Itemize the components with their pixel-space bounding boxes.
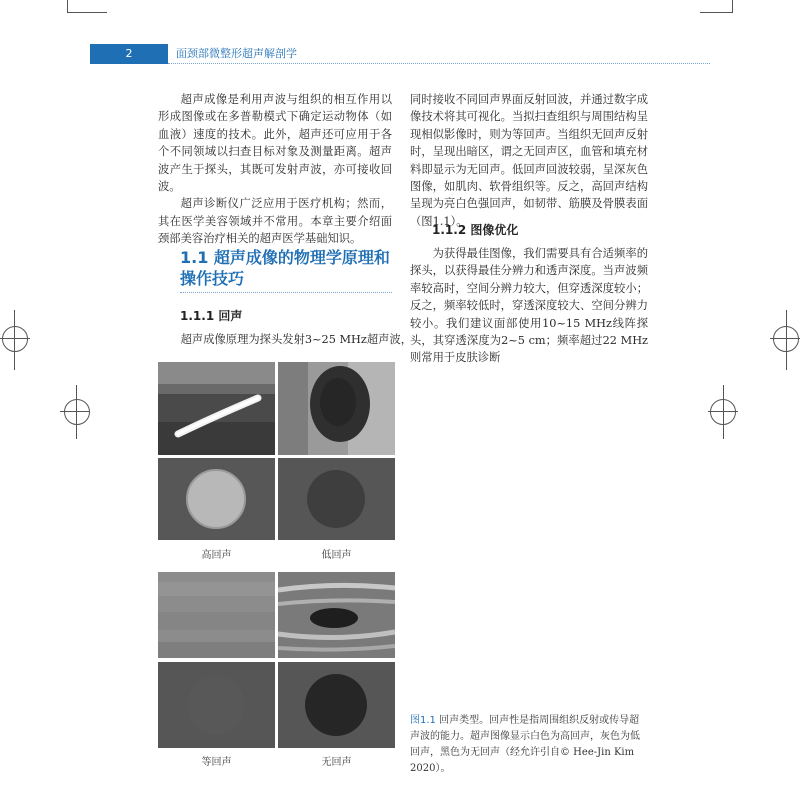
page-number: 2 — [90, 44, 168, 64]
ultrasound-image-isoechoic-tissue — [158, 572, 275, 658]
section-heading-rule — [180, 292, 392, 293]
figure-caption — [410, 713, 648, 777]
figure-label: 图1.1 — [410, 715, 436, 726]
running-title: 面颈部微整形超声解剖学 — [176, 47, 297, 60]
registration-mark — [710, 399, 736, 425]
subsection-heading-echo: 1.1.1 回声 — [180, 309, 243, 323]
right-column-text-1 — [410, 91, 648, 230]
crop-mark — [732, 0, 733, 12]
phantom-image-isoechoic — [158, 662, 275, 748]
right-paragraph-1: 同时接收不同回声界面反射回波，并通过数字成像技术将其可视化。当拟扫查组织与周围结构呈现相似影像时，则为等回声。当组织无回声反射时，呈现出暗区，谓之无回声区，血管和填充材料即显示为无回声。低回声回波较弱，呈深灰色图像，如肌肉、软骨组织等。反之，高回声结构呈现为亮白色强回声，如韧带、筋膜及骨膜表面（图1.1）。 — [410, 93, 648, 228]
caption-anechoic: 无回声 — [321, 757, 352, 768]
registration-mark — [64, 399, 90, 425]
crop-mark — [700, 12, 733, 13]
ultrasound-image-anechoic-vessel — [278, 572, 395, 658]
intro-paragraph-1: 超声成像是利用声波与组织的相互作用以形成图像或在多普勒模式下确定运动物体（如血液）速度的技术。此外，超声还可应用于各个不同领域以扫查目标对象及测量距离。超声波产生于探头，其既可发射声波，亦可接收回波。 — [158, 93, 392, 194]
crop-mark — [67, 0, 68, 12]
left-column-echo-text — [158, 331, 413, 348]
caption-hypoechoic: 低回声 — [321, 550, 352, 561]
left-column-intro — [158, 91, 392, 248]
subsection-heading-optimization: 1.1.2 图像优化 — [432, 223, 519, 237]
phantom-image-hypoechoic — [278, 458, 395, 540]
header-rule — [168, 63, 710, 64]
crop-mark — [67, 12, 107, 13]
echo-paragraph: 超声成像原理为探头发射3~25 MHz超声波， — [180, 333, 413, 346]
caption-isoechoic: 等回声 — [201, 757, 232, 768]
right-paragraph-2: 为获得最佳图像，我们需要具有合适频率的探头，以获得最佳分辨力和透声深度。当声波频率较高时，空间分辨力较大，但穿透深度较小；反之，频率较低时，穿透深度较大、空间分辨力较小。我们建议面部使用10~15 MHz线阵探头，其穿透深度为2~5 cm；频率超过22 MHz则常用于皮肤诊断 — [410, 247, 648, 365]
figure-caption-text: 回声类型。回声性是指周围组织反射或传导超声波的能力。超声图像显示白色为高回声，灰色为低回声，黑色为无回声（经允许引自© Hee-Jin Kim 2020）。 — [410, 715, 640, 774]
ultrasound-image-hyperechoic-tissue — [158, 362, 275, 455]
registration-mark — [2, 326, 28, 352]
ultrasound-image-hypoechoic-tissue — [278, 362, 395, 455]
registration-mark — [773, 326, 799, 352]
phantom-image-hyperechoic — [158, 458, 275, 540]
running-header — [90, 44, 710, 64]
section-heading: 1.1 超声成像的物理学原理和操作技巧 — [180, 248, 390, 288]
intro-paragraph-2: 超声诊断仪广泛应用于医疗机构；然而，其在医学美容领域并不常用。本章主要介绍面颈部美容治疗相关的超声医学基础知识。 — [158, 197, 392, 246]
caption-hyperechoic: 高回声 — [201, 550, 232, 561]
phantom-image-anechoic — [278, 662, 395, 748]
right-column-text-2 — [410, 245, 648, 367]
